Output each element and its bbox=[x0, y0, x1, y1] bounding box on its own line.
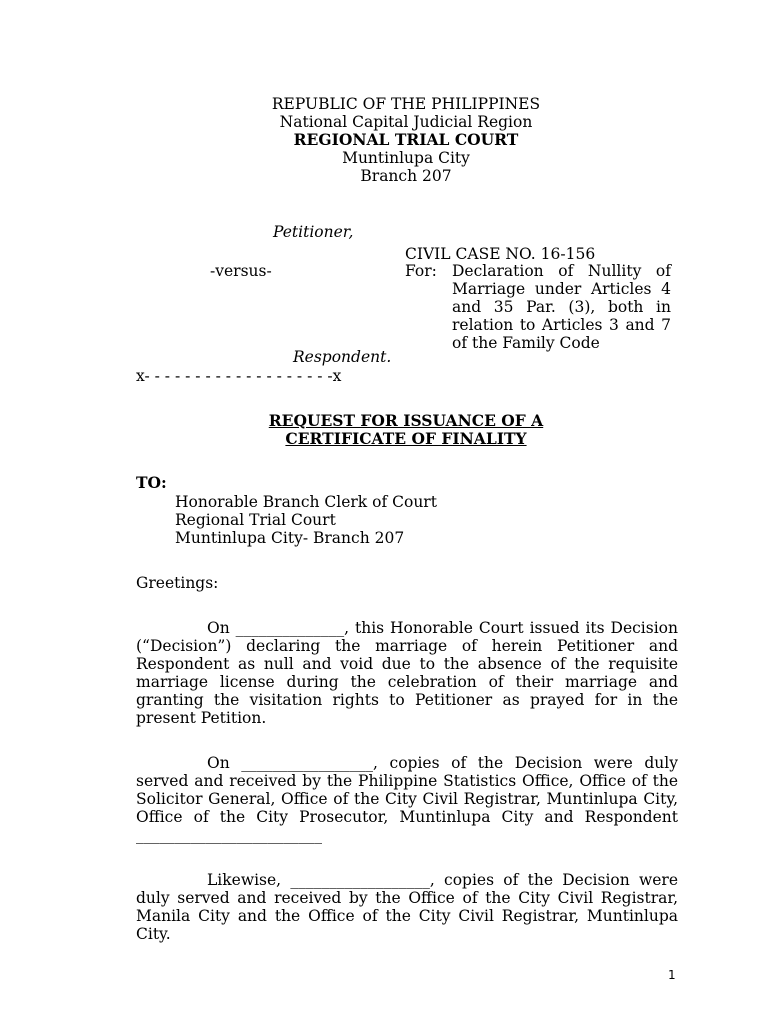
document-title-line2: CERTIFICATE OF FINALITY bbox=[285, 429, 527, 448]
document-title-line1: REQUEST FOR ISSUANCE OF A bbox=[268, 411, 544, 430]
caption-court: REGIONAL TRIAL COURT bbox=[293, 130, 519, 149]
paragraph-2: On _________________, copies of the Decision were duly served and received by the Philippine Statistics Office, Office of the Solicitor General, Office of the City Civil Registrar, Muntinlupa City, Office of the City Prosecutor, Muntinlupa City and Respondent ________________________ bbox=[136, 754, 678, 844]
caption-republic: REPUBLIC OF THE PHILIPPINES bbox=[271, 95, 541, 113]
respondent-label: Respondent. bbox=[293, 348, 392, 366]
caption-city: Muntinlupa City bbox=[342, 149, 470, 167]
caption-region: National Capital Judicial Region bbox=[279, 113, 533, 131]
versus-label: -versus- bbox=[210, 262, 272, 280]
page-number: 1 bbox=[668, 968, 676, 982]
paragraph-1: On ______________, this Honorable Court issued its Decision (“Decision”) declaring the marriage of herein Petitioner and Respondent as null and void due to the absence of the requisite marriage license during the celebration of their marriage and granting the visitation rights to Petitioner as prayed for in the present Petition. bbox=[136, 619, 678, 727]
addressee-line1: Honorable Branch Clerk of Court bbox=[175, 493, 437, 511]
paragraph-3: Likewise, __________________, copies of the Decision were duly served and received by the Office of the City Civil Registrar, Manila City and the Office of the City Civil Registrar, Muntinlupa City. bbox=[136, 871, 678, 943]
addressee-to: TO: bbox=[136, 473, 167, 492]
greeting: Greetings: bbox=[136, 574, 219, 592]
caption-separator: x- - - - - - - - - - - - - - - - - - -x bbox=[136, 367, 342, 385]
addressee-line2: Regional Trial Court bbox=[175, 511, 336, 529]
caption-branch: Branch 207 bbox=[360, 167, 452, 185]
case-number: CIVIL CASE NO. 16-156 bbox=[405, 245, 596, 263]
addressee-line3: Muntinlupa City- Branch 207 bbox=[175, 529, 405, 547]
case-for-label: For: bbox=[405, 262, 437, 280]
petitioner-label: Petitioner, bbox=[273, 223, 354, 241]
case-for-text: Declaration of Nullity of Marriage under Articles 4 and 35 Par. (3), both in relation to Articles 3 and 7 of the Family Code bbox=[452, 262, 671, 352]
